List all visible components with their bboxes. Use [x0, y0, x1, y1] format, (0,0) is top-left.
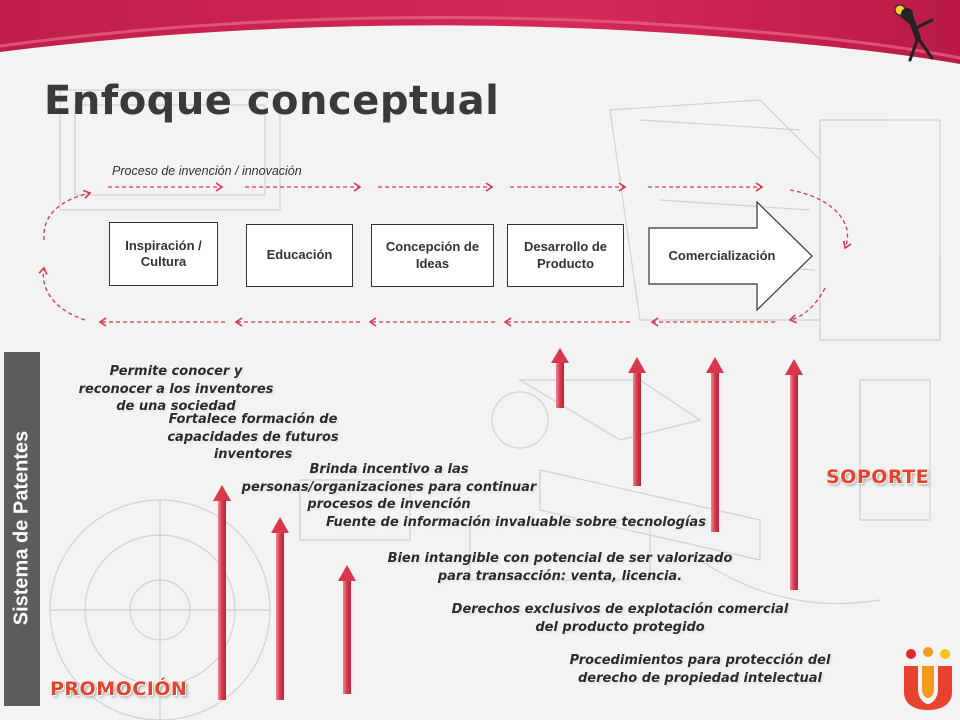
- soporte-tag: SOPORTE: [826, 466, 930, 488]
- sidebar-label: Sistema de Patentes: [10, 430, 33, 626]
- stage-comercializacion-label: Comercialización: [668, 247, 776, 263]
- inventor-mascot-logo: [880, 2, 950, 66]
- benefit-text: Permite conocer y reconocer a los inventores de una sociedad: [78, 364, 274, 415]
- benefit-text: Procedimientos para protección del derecho de propiedad intelectual: [569, 653, 831, 686]
- stage-inspiracion-cultura: Inspiración / Cultura: [109, 222, 218, 286]
- page-title: Enfoque conceptual: [44, 78, 500, 124]
- stage-concepcion-de-ideas: Concepción de Ideas: [371, 224, 494, 287]
- stage-desarrollo-de-producto: Desarrollo de Producto: [507, 224, 624, 287]
- stage-educacion: Educación: [246, 224, 353, 287]
- benefit-text: Fuente de información invaluable sobre tecnologías: [326, 515, 706, 530]
- benefit-text: Derechos exclusivos de explotación comercial del producto protegido: [451, 602, 789, 635]
- benefit-text: Fortalece formación de capacidades de futuros inventores: [167, 412, 339, 463]
- benefit-text: Bien intangible con potencial de ser valorizado para transacción: venta, licencia.: [387, 551, 733, 584]
- header-band: [0, 0, 960, 70]
- benefit-text: Brinda incentivo a las personas/organizaciones para continuar procesos de invención: [241, 462, 537, 513]
- institution-logo: [898, 646, 958, 712]
- promocion-tag: PROMOCIÓN: [50, 678, 188, 700]
- process-label: Proceso de invención / innovación: [112, 164, 302, 178]
